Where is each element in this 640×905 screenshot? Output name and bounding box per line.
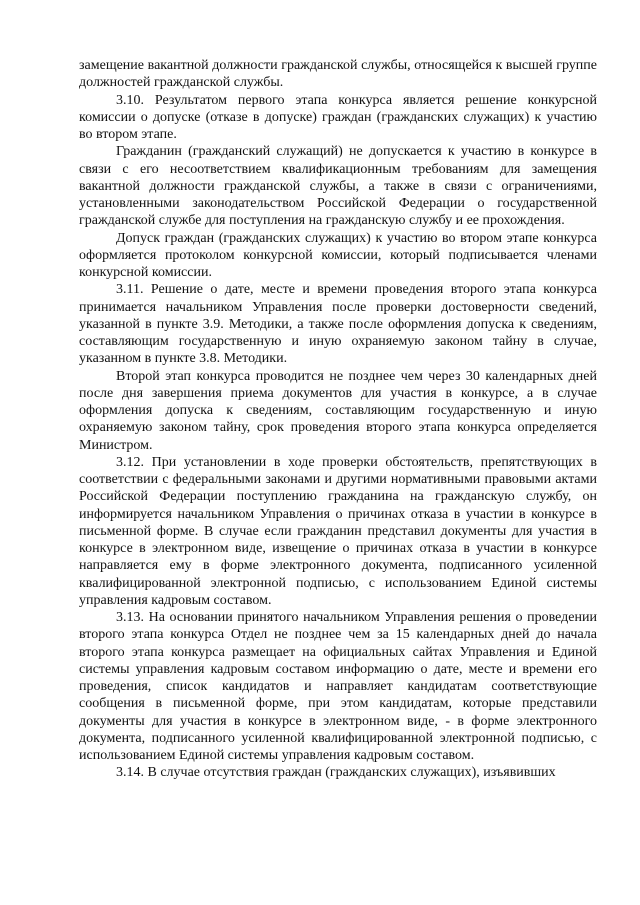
paragraph-admission-protocol: Допуск граждан (гражданских служащих) к участию во втором этапе конкурса оформляется протоколом конкурсной комиссии, который подписывается членами конкурсной комиссии.	[79, 230, 597, 280]
paragraph-second-stage-timing: Второй этап конкурса проводится не позднее чем через 30 календарных дней после дня завершения приема документов для участия в конкурсе, а в случае оформления допуска к сведениям, составляющим государственную и иную охраняемую законом тайну, срок проведения второго этапа конкурса определяется Министром.	[79, 368, 597, 453]
paragraph-3-10: 3.10. Результатом первого этапа конкурса является решение конкурсной комиссии о допуске (отказе в допуске) граждан (гражданских служащих) к участию во втором этапе.	[79, 92, 597, 142]
paragraph-3-13: 3.13. На основании принятого начальником Управления решения о проведении второго этапа конкурса Отдел не позднее чем за 15 календарных дней до начала второго этапа конкурса размещает на официальных сайтах Управления и Единой системы управления кадровым составом информацию о дате, месте и времени его проведения, список кандидатов и направляет кандидатам соответствующие сообщения в письменной форме, при этом кандидатам, которые представили документы для участия в конкурсе в электронном виде, - в форме электронного документа, подписанного усиленной квалифицированной электронной подписью, с использованием Единой системы управления кадровым составом.	[79, 610, 597, 763]
paragraph-continuation: замещение вакантной должности гражданской службы, относящейся к высшей группе должностей гражданской службы.	[79, 58, 597, 91]
paragraph-3-12: 3.12. При установлении в ходе проверки обстоятельств, препятствующих в соответствии с федеральными законами и другими нормативными правовыми актами Российской Федерации поступлению гражданина на гражданскую службу, он информируется начальником Управления о причинах отказа в участии в конкурсе в письменной форме. В случае если гражданин представил документы для участия в конкурсе в электронном виде, извещение о причинах отказа в участии в конкурсе направляется ему в форме электронного документа, подписанного усиленной квалифицированной электронной подписью, с использованием Единой системы управления кадровым составом.	[79, 454, 597, 608]
paragraph-admission-refusal: Гражданин (гражданский служащий) не допускается к участию в конкурсе в связи с его несоответствием квалификационным требованиям для замещения вакантной должности гражданской службы, а также в связи с ограничениями, установленными законодательством Российской Федерации о государственной гражданской службе для поступления на гражданскую службу и ее прохождения.	[79, 144, 597, 229]
document-page	[79, 57, 597, 782]
paragraph-3-14: 3.14. В случае отсутствия граждан (гражданских служащих), изъявивших	[116, 765, 556, 781]
paragraph-3-11: 3.11. Решение о дате, месте и времени проведения второго этапа конкурса принимается начальником Управления после проверки достоверности сведений, указанной в пункте 3.9. Методики, а также после оформления допуска к сведениям, составляющим государственную и иную охраняемую законом тайну в случае, указанном в пункте 3.8. Методики.	[79, 282, 597, 367]
